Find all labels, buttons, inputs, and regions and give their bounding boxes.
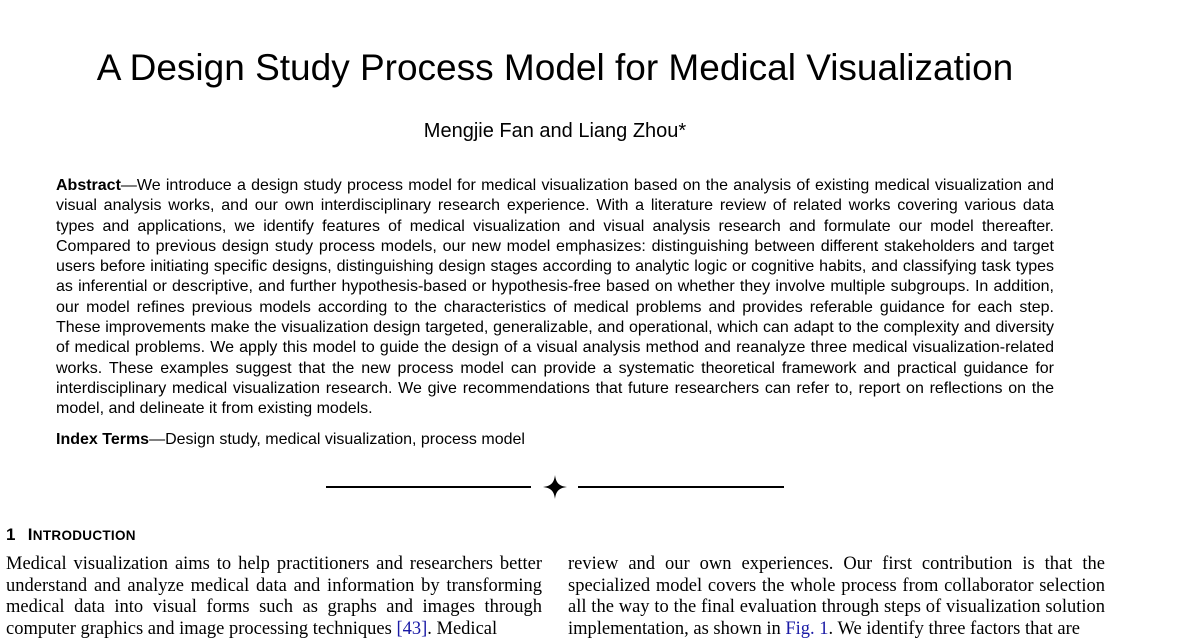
body-column-right	[568, 554, 1105, 640]
divider-rule-right	[578, 486, 784, 488]
section-title-rest: NTRODUCTION	[32, 528, 136, 543]
section-title-initial: I	[27, 525, 33, 544]
section-heading-introduction	[6, 524, 136, 547]
citation-link[interactable]: [43]	[396, 618, 428, 639]
index-terms	[56, 430, 1054, 450]
section-divider	[326, 474, 784, 500]
index-terms-label: Index Terms	[56, 431, 150, 448]
abstract-label: Abstract	[56, 177, 121, 194]
divider-rule-left	[326, 486, 531, 488]
section-number: 1	[6, 525, 16, 544]
paper-authors: Mengjie Fan and Liang Zhou*	[423, 120, 687, 142]
body-right-text-1: review and our own experiences. Our first contribution is that the specialized model covers the whole process from collaborator selection all the way to the final evaluation through steps of visualization solution implementation, as shown in	[568, 554, 1105, 639]
body-right-text-2: . We identify three factors that are	[828, 618, 1080, 639]
abstract	[56, 176, 1054, 420]
figure-reference-link[interactable]: Fig. 1	[785, 618, 829, 639]
body-column-left	[6, 554, 542, 640]
abstract-text: —We introduce a design study process model for medical visualization based on the analysis of existing medical visualization and visual analysis works, and our own interdisciplinary research experience. With a literature review of related works covering various data types and applications, we identify features of medical visualization and visual analysis research and formulate our model thereafter. Compared to previous design study process models, our new model emphasizes: distinguishing between different stakeholders and target users before initiating specific designs, distinguishing design stages according to analytic logic or cognitive habits, and classifying task types as inferential or descriptive, and further hypothesis-based or hypothesis-free based on whether they involve multiple subgroups. In addition, our model refines previous models according to the characteristics of medical problems and provides referable guidance for each step. These improvements make the visualization design targeted, generalizable, and operational, which can adapt to the complexity and diversity of medical problems. We apply this model to guide the design of a visual analysis method and reanalyze three medical visualization-related works. These examples suggest that the new process model can provide a systematic theoretical framework and practical guidance for interdisciplinary medical visualization research. We give recommendations that future researchers can refer to, report on reflections on the model, and delineate it from existing models.	[56, 177, 1054, 418]
body-left-text-1: Medical visualization aims to help practitioners and researchers better understand and analyze medical data and information by transforming medical data into visual forms such as graphs and images through computer graphics and image processing techniques	[6, 554, 542, 639]
body-left-text-2: . Medical	[427, 618, 498, 639]
star-diamond-icon	[542, 474, 568, 500]
paper-title: A Design Study Process Model for Medical Visualization	[96, 47, 1014, 88]
index-terms-text: —Design study, medical visualization, process model	[149, 431, 525, 448]
